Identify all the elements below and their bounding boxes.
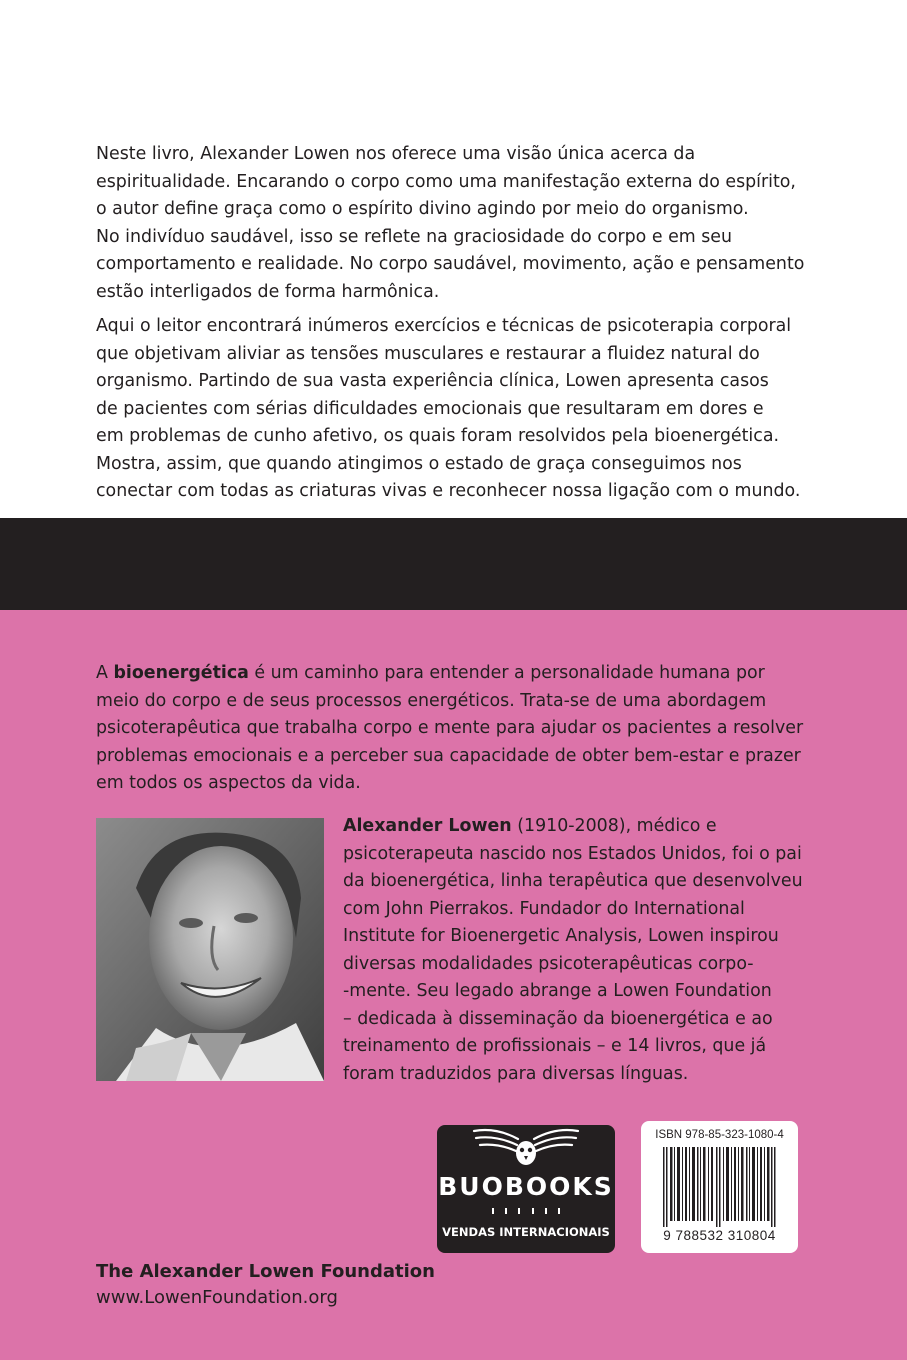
text-line: em problemas de cunho afetivo, os quais foram resolvidos pela bioenergética. (96, 426, 780, 446)
publisher-name: BUOBOOKS (438, 1172, 614, 1201)
foundation-name: The Alexander Lowen Foundation (96, 1261, 435, 1282)
text-line: organismo. Partindo de sua vasta experiência clínica, Lowen apresenta casos (96, 371, 769, 391)
author-name: Alexander Lowen (343, 816, 512, 836)
foundation-url: www.LowenFoundation.org (96, 1287, 338, 1308)
text-line: que objetivam aliviar as tensões musculares e restaurar a fluidez natural do (96, 343, 760, 364)
text-line: psicoterapeuta nascido nos Estados Unidos, foi o pai (343, 843, 802, 864)
text-line (96, 660, 826, 688)
author-photo (96, 818, 324, 1081)
bioenergetics-prefix: A (96, 663, 114, 683)
dark-band (0, 518, 907, 610)
bioenergetics-line1-rest: é um caminho para entender a personalidade humana por (248, 663, 765, 683)
text-line: -mente. Seu legado abrange a Lowen Foundation (343, 981, 772, 1001)
author-portrait-illustration (96, 818, 324, 1081)
text-line: problemas emocionais e a perceber sua capacidade de obter bem-estar e prazer (96, 745, 801, 766)
text-line: com John Pierrakos. Fundador do International (343, 898, 745, 919)
author-line1-rest: (1910-2008), médico e (511, 816, 717, 836)
text-line: em todos os aspectos da vida. (96, 773, 361, 793)
text-line: meio do corpo e de seus processos energéticos. Trata-se de uma abordagem (96, 690, 767, 711)
publisher-divider (492, 1208, 560, 1214)
text-line: psicoterapêutica que trabalha corpo e mente para ajudar os pacientes a resolver (96, 718, 804, 738)
bioenergetics-term: bioenergética (113, 663, 249, 683)
isbn-barcode-box (641, 1121, 798, 1253)
description-paragraph-1 (96, 141, 826, 306)
owl-wings-icon (466, 1125, 586, 1171)
text-line: Neste livro, Alexander Lowen nos oferece uma visão única acerca da (96, 144, 696, 164)
description-paragraph-2 (96, 313, 826, 506)
author-bio (343, 813, 823, 1088)
text-line: o autor define graça como o espírito divino agindo por meio do organismo. (96, 199, 749, 219)
text-line: Mostra, assim, que quando atingimos o estado de graça conseguimos nos (96, 453, 742, 474)
text-line: de pacientes com sérias dificuldades emocionais que resultaram em dores e (96, 398, 764, 419)
publisher-tagline: VENDAS INTERNACIONAIS (442, 1225, 610, 1239)
isbn-label: ISBN 978-85-323-1080-4 (655, 1129, 784, 1141)
text-line: conectar com todas as criaturas vivas e reconhecer nossa ligação com o mundo. (96, 481, 801, 501)
text-line: No indivíduo saudável, isso se reflete na graciosidade do corpo e em seu (96, 226, 733, 247)
text-line: – dedicada à disseminação da bioenergética e ao (343, 1008, 773, 1029)
text-line: da bioenergética, linha terapêutica que desenvolveu (343, 871, 803, 891)
text-line: comportamento e realidade. No corpo saudável, movimento, ação e pensamento (96, 254, 805, 274)
bioenergetics-paragraph (96, 660, 826, 798)
text-line: Institute for Bioenergetic Analysis, Lowen inspirou (343, 926, 779, 946)
text-line: foram traduzidos para diversas línguas. (343, 1063, 689, 1084)
text-line: espiritualidade. Encarando o corpo como uma manifestação externa do espírito, (96, 171, 796, 192)
text-line: estão interligados de forma harmônica. (96, 281, 440, 302)
barcode-icon (649, 1147, 790, 1227)
barcode-number: 9 788532 310804 (663, 1228, 776, 1243)
publisher-logo (437, 1125, 615, 1253)
text-line: Aqui o leitor encontrará inúmeros exercícios e técnicas de psicoterapia corporal (96, 316, 792, 336)
text-line: diversas modalidades psicoterapêuticas corpo- (343, 953, 754, 974)
text-line (343, 813, 823, 841)
text-line: treinamento de profissionais – e 14 livros, que já (343, 1036, 767, 1056)
